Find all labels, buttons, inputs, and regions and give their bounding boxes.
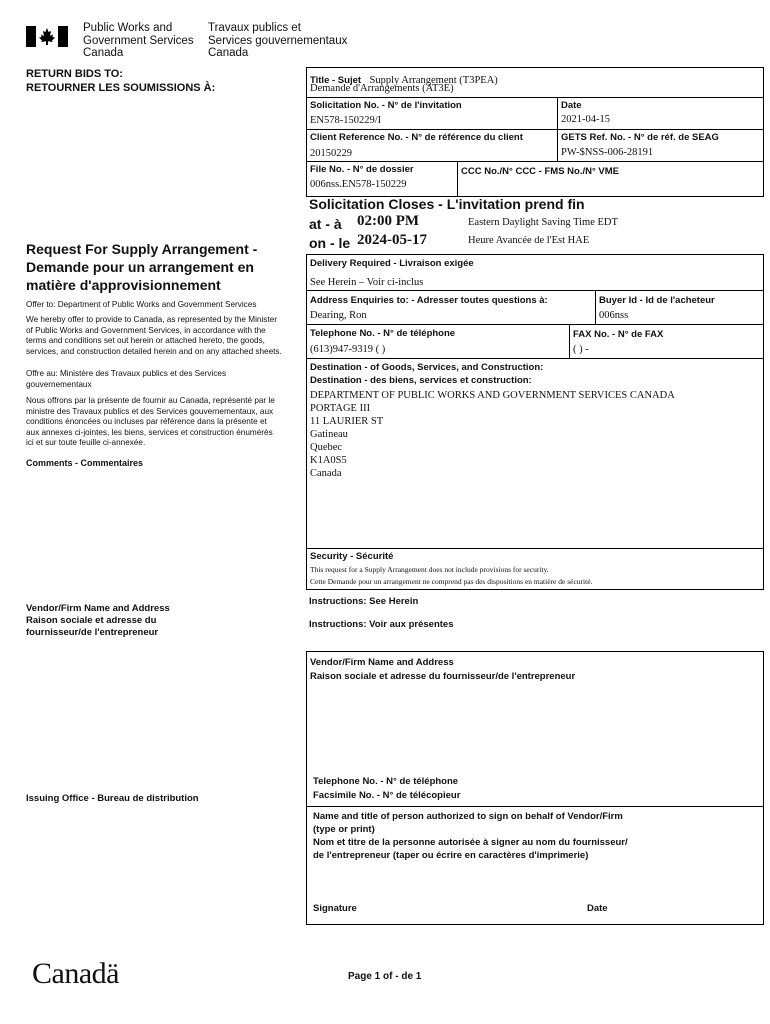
request-title: [26, 240, 257, 294]
text-line: ministre des Travaux publics et des Services gouvernementaux, aux: [26, 406, 274, 416]
text-line: terms and conditions set out herein or attached hereto, the goods,: [26, 336, 265, 345]
client-ref-value: 20150229: [310, 148, 352, 159]
text-line: conditions énoncées ou incluses par référence dans la présente et: [26, 417, 267, 426]
text-line: Name and title of person authorized to sign on behalf of Vendor/Firm: [313, 811, 623, 822]
buyer-id-value: 006nss: [599, 310, 629, 321]
address-enquiries-label: Address Enquiries to: - Adresser toutes questions à:: [310, 295, 548, 306]
text-line: Raison sociale et adresse du: [26, 615, 157, 626]
address-line: DEPARTMENT OF PUBLIC WORKS AND GOVERNMENT SERVICES CANADA: [310, 390, 675, 401]
dept-fr-line: Canada: [208, 47, 249, 59]
text-line: (type or print): [313, 824, 375, 835]
ccc-label: CCC No./N° CCC - FMS No./N° VME: [461, 166, 620, 177]
security-text-en: This request for a Supply Arrangement does not include provisions for security.: [310, 565, 549, 574]
date-value: 2021-04-15: [561, 114, 610, 125]
flag-icon: [26, 26, 68, 47]
dept-en-line: Government Services: [83, 34, 194, 47]
instructions-fr: Instructions: Voir aux présentes: [309, 619, 454, 630]
delivery-label: Delivery Required - Livraison exigée: [310, 258, 474, 269]
on-value: 2024-05-17: [357, 232, 427, 248]
telephone-value: (613)947-9319 ( ): [310, 344, 386, 355]
return-bids-en: RETURN BIDS TO:: [26, 68, 123, 80]
text-line: de l'entrepreneur (taper ou écrire en caractères d'imprimerie): [313, 850, 589, 861]
address-enquiries-value: Dearing, Ron: [310, 310, 367, 321]
fax-label: FAX No. - N° de FAX: [573, 329, 664, 340]
canada-wordmark: Canadä: [32, 957, 119, 990]
gets-label: GETS Ref. No. - N° de réf. de SEAG: [561, 132, 719, 143]
dept-fr-line: Services gouvernementaux: [208, 34, 348, 47]
closes-heading: Solicitation Closes - L'invitation prend fin: [309, 196, 585, 212]
security-text-fr: Cette Demande pour un arrangement ne comprend pas des dispositions en matière de sécurité.: [310, 577, 593, 586]
vendor-box-label-en: Vendor/Firm Name and Address: [310, 657, 454, 668]
dept-en-line: Canada: [83, 47, 124, 59]
request-title-line: matière d'approvisionnement: [26, 277, 221, 293]
destination-label-fr: Destination - des biens, services et construction:: [310, 375, 532, 386]
timezone-en: Eastern Daylight Saving Time EDT: [468, 217, 618, 228]
vendor-box-label-fr: Raison sociale et adresse du fournisseur/de l'entrepreneur: [310, 671, 576, 682]
comments-label: Comments - Commentaires: [26, 458, 144, 468]
offre-au-text: [26, 369, 226, 390]
vendor-telephone-label: Telephone No. - N° de téléphone: [313, 776, 459, 787]
signature-label: Signature: [313, 903, 357, 914]
text-line: Vendor/Firm Name and Address: [26, 603, 170, 614]
address-line: Gatineau: [310, 429, 348, 440]
dept-en-line: Public Works and: [83, 22, 173, 34]
security-label: Security - Sécurité: [310, 551, 394, 562]
text-line: We hereby offer to provide to Canada, as represented by the Minister: [26, 315, 277, 324]
we-hereby-text: [26, 315, 282, 357]
address-line: K1A0S5: [310, 455, 347, 466]
timezone-fr: Heure Avancée de l'Est HAE: [468, 235, 590, 246]
address-line: Canada: [310, 468, 342, 479]
on-label: on - le: [309, 235, 351, 251]
offer-to-text: Offer to: Department of Public Works and Government Services: [26, 300, 257, 309]
vendor-label-left: [26, 603, 170, 639]
file-no-label: File No. - N° de dossier: [310, 164, 414, 175]
buyer-id-label: Buyer Id - Id de l'acheteur: [599, 295, 715, 306]
dept-fr-line: Travaux publics et: [208, 22, 301, 34]
authorized-person-field[interactable]: [310, 866, 760, 900]
issuing-office-label: Issuing Office - Bureau de distribution: [26, 793, 199, 804]
solicitation-value: EN578-150229/I: [310, 115, 382, 126]
department-name-fr: [208, 22, 347, 60]
telephone-label: Telephone No. - N° de téléphone: [310, 328, 456, 339]
signature-date-label: Date: [587, 903, 608, 914]
address-line: PORTAGE III: [310, 403, 371, 414]
nous-offrons-text: [26, 396, 275, 449]
vendor-name-address-field[interactable]: [310, 686, 760, 772]
text-line: Nous offrons par la présente de fournir au Canada, représenté par le: [26, 396, 275, 405]
gets-value: PW-$NSS-006-28191: [561, 147, 654, 158]
text-line: Offre au: Ministère des Travaux publics et des Services: [26, 369, 227, 378]
text-line: services, and construction detailed herein and on any attached sheets.: [26, 346, 282, 356]
vendor-fax-label: Facsimile No. - N° de télécopieur: [313, 790, 461, 801]
text-line: Nom et titre de la personne autorisée à signer au nom du fournisseur/: [313, 837, 628, 848]
at-label: at - à: [309, 216, 342, 232]
file-no-value: 006nss.EN578-150229: [310, 179, 407, 190]
address-line: Quebec: [310, 442, 343, 453]
date-label: Date: [561, 100, 582, 111]
fax-value: ( ) -: [573, 344, 589, 355]
at-value: 02:00 PM: [357, 213, 420, 229]
text-line: fournisseur/de l'entrepreneur: [26, 627, 159, 638]
text-line: ici et sur toute feuille ci-annexée.: [26, 438, 146, 447]
title-label: Title - Sujet: [310, 75, 362, 86]
text-line: aux annexes ci-jointes, les biens, services et construction énumérés: [26, 427, 273, 437]
authorized-person-label: [313, 810, 628, 862]
title-value: Supply Arrangement (T3PEA): [369, 75, 498, 86]
return-bids-fr: RETOURNER LES SOUMISSIONS À:: [26, 82, 216, 94]
page-number: Page 1 of - de 1: [348, 971, 422, 982]
solicitation-label: Solicitation No. - N° de l'invitation: [310, 100, 462, 111]
instructions-en: Instructions: See Herein: [309, 596, 419, 607]
request-title-line: Request For Supply Arrangement -: [26, 241, 258, 257]
title-value-fr: Demande d'Arrangements (AT3E): [310, 83, 454, 94]
destination-label-en: Destination - of Goods, Services, and Construction:: [310, 362, 544, 373]
address-line: 11 LAURIER ST: [310, 416, 384, 427]
text-line: gouvernementaux: [26, 379, 92, 389]
text-line: of Public Works and Government Services, in accordance with the: [26, 325, 266, 335]
department-name-en: [83, 22, 194, 60]
canada-flag-logo: [26, 26, 68, 47]
request-title-line: Demande pour un arrangement en: [26, 259, 254, 275]
client-ref-label: Client Reference No. - N° de référence du client: [310, 132, 523, 143]
delivery-value: See Herein – Voir ci-inclus: [310, 277, 424, 288]
destination-address: [310, 389, 675, 480]
